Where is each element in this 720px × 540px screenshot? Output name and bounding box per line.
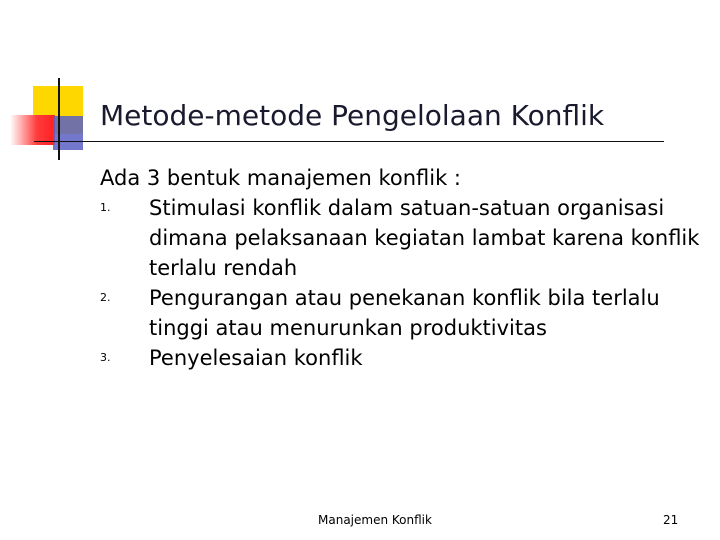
list-item-text: Stimulasi konflik dalam satuan-satuan organisasi dimana pelaksanaan kegiatan lambat karena konflik terlalu rendah <box>149 196 700 280</box>
title-underline <box>34 141 664 142</box>
list-item <box>100 283 700 343</box>
list-item-text: Penyelesaian konflik <box>149 346 363 370</box>
footer-title: Manajemen Konflik <box>318 513 432 527</box>
slide-title: Metode-metode Pengelolaan Konflik <box>100 99 605 132</box>
list-item-number: 1. <box>100 201 111 214</box>
list-item <box>100 343 700 373</box>
page-number: 21 <box>663 513 679 527</box>
numbered-list <box>100 193 700 373</box>
decorative-vertical-line <box>58 78 60 160</box>
list-item-number: 3. <box>100 351 111 364</box>
list-item-number: 2. <box>100 291 111 304</box>
list-item-text: Pengurangan atau penekanan konflik bila terlalu tinggi atau menurunkan produktivitas <box>149 286 660 340</box>
intro-text: Ada 3 bentuk manajemen konflik : <box>100 166 462 190</box>
slide-body <box>100 163 700 373</box>
list-item <box>100 193 700 283</box>
